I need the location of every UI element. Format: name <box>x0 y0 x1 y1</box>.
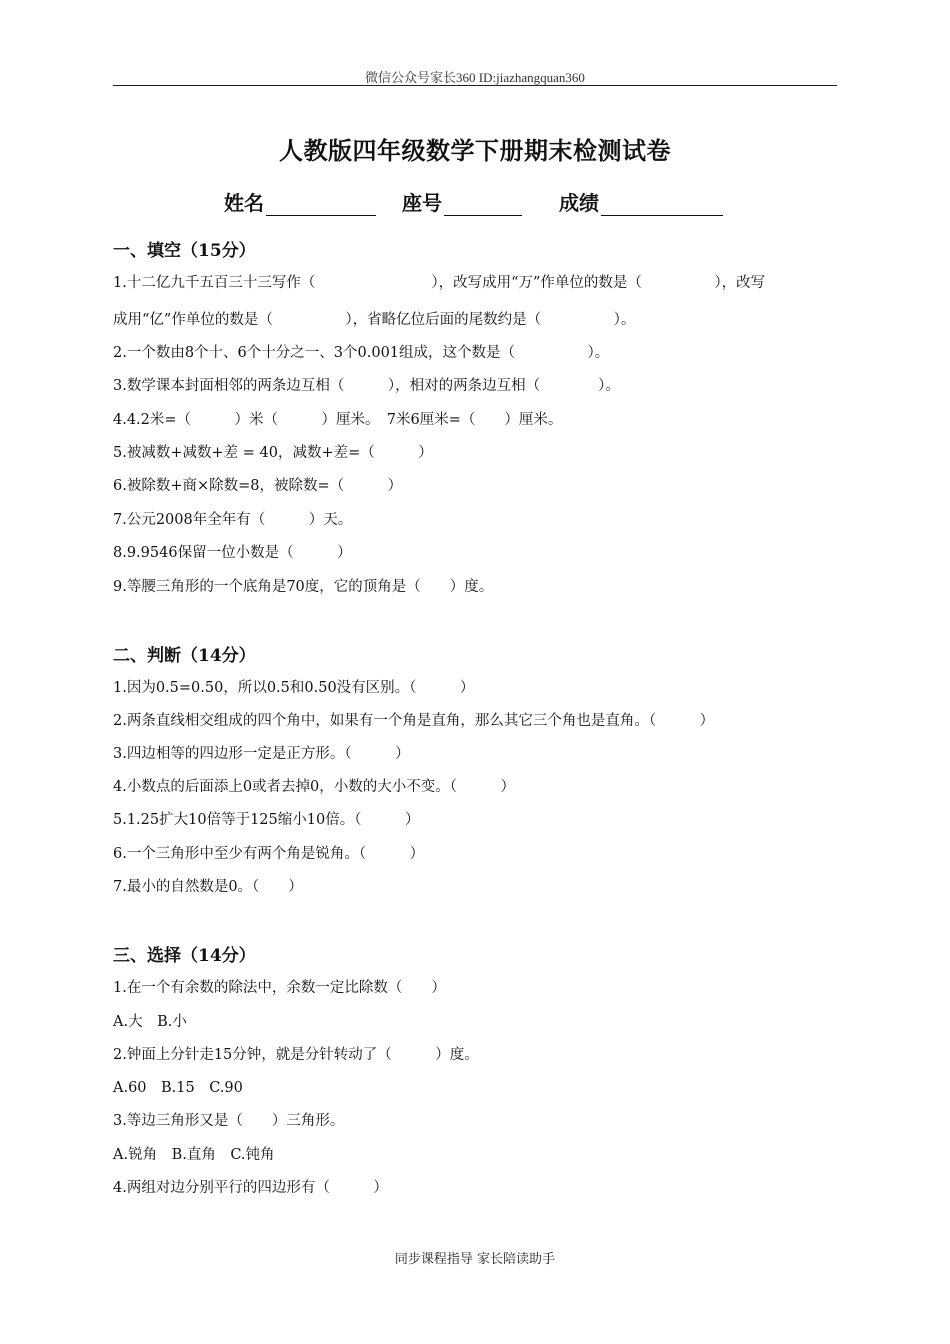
score-field <box>559 187 723 216</box>
section-heading-fill: 一、填空（15分） <box>113 241 256 261</box>
question-line: 成用“亿”作单位的数是（ ），省略亿位后面的尾数约是（ ）。 <box>113 312 636 328</box>
question-line: 1.在一个有余数的除法中，余数一定比除数（ ） <box>113 980 446 996</box>
question-line: 3.数学课本封面相邻的两条边互相（ ），相对的两条边互相（ ）。 <box>113 378 620 394</box>
question-line: 6.被除数+商×除数=8，被除数=（ ） <box>113 478 403 494</box>
score-blank[interactable] <box>601 193 723 216</box>
question-line: 5.1.25扩大10倍等于125缩小10倍。（ ） <box>113 812 420 828</box>
question-line: 2.一个数由8个十、6个十分之一、3个0.001组成，这个数是（ ）。 <box>113 345 610 361</box>
question-line: 4.小数点的后面添上0或者去掉0，小数的大小不变。（ ） <box>113 779 516 795</box>
name-field <box>224 187 376 216</box>
question-line: 6.一个三角形中至少有两个角是锐角。（ ） <box>113 846 425 862</box>
question-line: 3.四边相等的四边形一定是正方形。（ ） <box>113 746 410 762</box>
question-line: 8.9.9546保留一位小数是（ ） <box>113 545 352 561</box>
question-line: 1.十二亿九千五百三十三写作（ ），改写成用“万”作单位的数是（ ），改写 <box>113 275 766 291</box>
question-line: 1.因为0.5=0.50，所以0.5和0.50没有区别。（ ） <box>113 680 475 696</box>
question-line: 7.最小的自然数是0。（ ） <box>113 879 303 895</box>
seat-field <box>402 187 522 216</box>
page-header: 微信公众号家长360 ID:jiazhangquan360 <box>365 70 585 85</box>
option-line: A.60 B.15 C.90 <box>113 1080 243 1096</box>
question-line: 9.等腰三角形的一个底角是70度，它的顶角是（ ）度。 <box>113 579 494 595</box>
question-line: 4.两组对边分别平行的四边形有（ ） <box>113 1180 388 1196</box>
name-label: 姓名 <box>224 191 264 215</box>
question-line: 2.两条直线相交组成的四个角中，如果有一个角是直角，那么其它三个角也是直角。（ ） <box>113 713 715 729</box>
seat-blank[interactable] <box>444 193 522 216</box>
option-line: A.大 B.小 <box>113 1014 187 1030</box>
option-line: A.锐角 B.直角 C.钝角 <box>113 1147 275 1163</box>
question-line: 5.被减数+减数+差 = 40，减数+差=（ ） <box>113 445 433 461</box>
question-line: 7.公元2008年全年有（ ）天。 <box>113 512 353 528</box>
name-blank[interactable] <box>266 193 376 216</box>
question-line: 3.等边三角形又是（ ）三角形。 <box>113 1113 345 1129</box>
question-line: 4.4.2米=（ ）米（ ）厘米。 7米6厘米=（ ）厘米。 <box>113 412 563 428</box>
page-title: 人教版四年级数学下册期末检测试卷 <box>279 136 671 165</box>
seat-label: 座号 <box>402 191 442 215</box>
score-label: 成绩 <box>559 191 599 215</box>
header-divider <box>113 85 837 86</box>
page-footer: 同步课程指导 家长陪读助手 <box>394 1252 556 1267</box>
section-heading-choice: 三、选择（14分） <box>113 946 256 966</box>
question-line: 2.钟面上分针走15分钟，就是分针转动了（ ）度。 <box>113 1047 479 1063</box>
section-heading-judge: 二、判断（14分） <box>113 646 256 666</box>
